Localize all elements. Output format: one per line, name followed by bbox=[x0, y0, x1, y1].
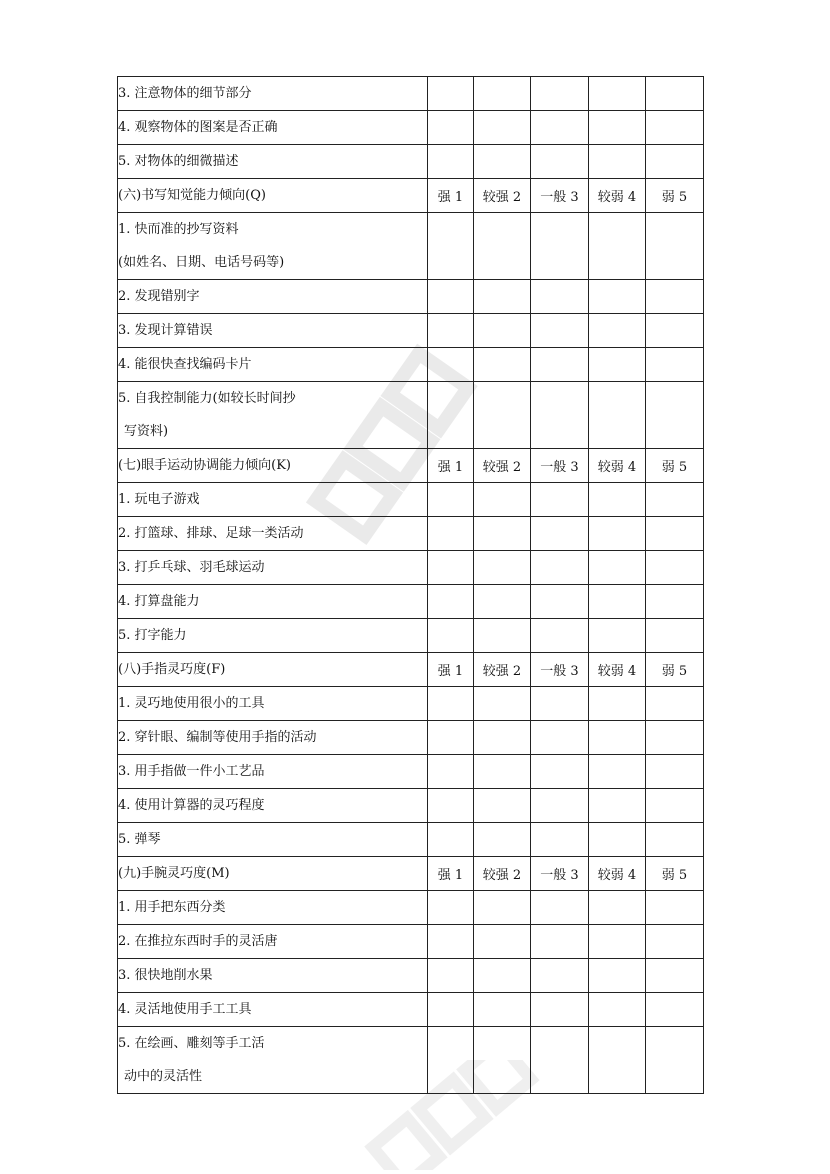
rating-header-cell: 较强 2 bbox=[474, 857, 531, 891]
rating-header-cell: 较强 2 bbox=[474, 179, 531, 213]
table-row bbox=[118, 823, 704, 857]
item-label-cell bbox=[118, 687, 428, 721]
rating-cell[interactable] bbox=[589, 517, 646, 551]
section-title: (九)手腕灵巧度(M) bbox=[118, 866, 230, 881]
rating-cell[interactable] bbox=[474, 619, 531, 653]
section-title: (八)手指灵巧度(F) bbox=[118, 662, 226, 677]
rating-cell[interactable] bbox=[589, 721, 646, 755]
rating-cell[interactable] bbox=[474, 348, 531, 382]
rating-cell[interactable] bbox=[428, 619, 474, 653]
item-label: 3. 注意物体的细节部分 bbox=[118, 86, 252, 101]
item-label: 写资料) bbox=[124, 424, 169, 439]
item-label-cell bbox=[118, 789, 428, 823]
table-row bbox=[118, 382, 704, 449]
rating-cell[interactable] bbox=[589, 687, 646, 721]
rating-cell[interactable] bbox=[474, 77, 531, 111]
rating-header-cell: 较弱 4 bbox=[589, 857, 646, 891]
rating-cell[interactable] bbox=[646, 993, 704, 1027]
item-label-cell bbox=[118, 721, 428, 755]
rating-cell[interactable] bbox=[531, 721, 589, 755]
rating-cell[interactable] bbox=[531, 1027, 589, 1094]
rating-cell[interactable] bbox=[531, 348, 589, 382]
item-label-cell bbox=[118, 585, 428, 619]
rating-cell[interactable] bbox=[474, 755, 531, 789]
rating-cell[interactable] bbox=[474, 145, 531, 179]
item-label: 3. 打乒乓球、羽毛球运动 bbox=[118, 560, 265, 575]
item-label-cell bbox=[118, 993, 428, 1027]
table-row bbox=[118, 348, 704, 382]
rating-cell[interactable] bbox=[428, 483, 474, 517]
rating-cell[interactable] bbox=[646, 1027, 704, 1094]
table-row bbox=[118, 585, 704, 619]
rating-cell[interactable] bbox=[646, 891, 704, 925]
item-label: 4. 观察物体的图案是否正确 bbox=[118, 120, 278, 135]
rating-cell[interactable] bbox=[531, 823, 589, 857]
rating-cell[interactable] bbox=[531, 551, 589, 585]
item-label: 5. 打字能力 bbox=[118, 628, 187, 643]
rating-cell[interactable] bbox=[474, 959, 531, 993]
item-label: 3. 发现计算错误 bbox=[118, 323, 213, 338]
item-label: (如姓名、日期、电话号码等) bbox=[118, 255, 285, 270]
rating-header-cell: 一般 3 bbox=[531, 179, 589, 213]
table-row bbox=[118, 483, 704, 517]
table-row bbox=[118, 619, 704, 653]
rating-cell[interactable] bbox=[531, 314, 589, 348]
rating-cell[interactable] bbox=[531, 585, 589, 619]
table-row bbox=[118, 891, 704, 925]
rating-cell[interactable] bbox=[646, 925, 704, 959]
rating-cell[interactable] bbox=[474, 483, 531, 517]
rating-cell[interactable] bbox=[474, 382, 531, 449]
aptitude-survey-table bbox=[117, 76, 704, 1094]
item-label-cell bbox=[118, 111, 428, 145]
item-label-cell bbox=[118, 551, 428, 585]
rating-cell[interactable] bbox=[428, 755, 474, 789]
rating-cell[interactable] bbox=[646, 517, 704, 551]
rating-cell[interactable] bbox=[531, 517, 589, 551]
rating-header-cell: 弱 5 bbox=[646, 653, 704, 687]
table-body bbox=[118, 77, 704, 1094]
item-label-cell bbox=[118, 959, 428, 993]
item-label: 4. 使用计算器的灵巧程度 bbox=[118, 798, 265, 813]
item-label: 4. 打算盘能力 bbox=[118, 594, 200, 609]
rating-cell[interactable] bbox=[474, 517, 531, 551]
rating-cell[interactable] bbox=[589, 348, 646, 382]
item-label-cell bbox=[118, 348, 428, 382]
table-row bbox=[118, 993, 704, 1027]
section-title-cell bbox=[118, 179, 428, 213]
rating-cell[interactable] bbox=[474, 891, 531, 925]
rating-cell[interactable] bbox=[646, 823, 704, 857]
rating-cell[interactable] bbox=[589, 77, 646, 111]
table-row bbox=[118, 517, 704, 551]
rating-cell[interactable] bbox=[646, 619, 704, 653]
rating-cell[interactable] bbox=[646, 77, 704, 111]
rating-cell[interactable] bbox=[428, 993, 474, 1027]
item-label-cell bbox=[118, 483, 428, 517]
table-row bbox=[118, 959, 704, 993]
rating-header-cell: 较弱 4 bbox=[589, 179, 646, 213]
rating-cell[interactable] bbox=[646, 585, 704, 619]
section-title: (七)眼手运动协调能力倾向(K) bbox=[118, 458, 291, 473]
item-label: 3. 用手指做一件小工艺品 bbox=[118, 764, 265, 779]
rating-cell[interactable] bbox=[428, 280, 474, 314]
rating-cell[interactable] bbox=[531, 483, 589, 517]
rating-cell[interactable] bbox=[589, 382, 646, 449]
rating-cell[interactable] bbox=[474, 721, 531, 755]
rating-cell[interactable] bbox=[646, 280, 704, 314]
item-label: 动中的灵活性 bbox=[124, 1069, 203, 1084]
item-label-cell bbox=[118, 145, 428, 179]
item-label: 5. 弹琴 bbox=[118, 832, 161, 847]
rating-cell[interactable] bbox=[589, 483, 646, 517]
item-label: 4. 灵活地使用手工工具 bbox=[118, 1002, 252, 1017]
rating-header-cell: 弱 5 bbox=[646, 449, 704, 483]
rating-cell[interactable] bbox=[428, 585, 474, 619]
rating-cell[interactable] bbox=[589, 789, 646, 823]
rating-header-cell: 一般 3 bbox=[531, 653, 589, 687]
rating-cell[interactable] bbox=[646, 721, 704, 755]
section-title-cell bbox=[118, 449, 428, 483]
rating-cell[interactable] bbox=[646, 213, 704, 280]
rating-cell[interactable] bbox=[646, 111, 704, 145]
rating-cell[interactable] bbox=[589, 145, 646, 179]
rating-cell[interactable] bbox=[589, 823, 646, 857]
section-header-row bbox=[118, 857, 704, 891]
item-label-cell bbox=[118, 382, 428, 449]
rating-cell[interactable] bbox=[646, 314, 704, 348]
rating-cell[interactable] bbox=[646, 959, 704, 993]
item-label-cell bbox=[118, 891, 428, 925]
item-label: 5. 在绘画、雕刻等手工活 bbox=[118, 1036, 265, 1051]
table-row bbox=[118, 789, 704, 823]
item-label: 1. 灵巧地使用很小的工具 bbox=[118, 696, 265, 711]
rating-cell[interactable] bbox=[428, 789, 474, 823]
rating-cell[interactable] bbox=[428, 77, 474, 111]
section-title: (六)书写知觉能力倾向(Q) bbox=[118, 188, 266, 203]
rating-header-cell: 弱 5 bbox=[646, 857, 704, 891]
rating-cell[interactable] bbox=[589, 925, 646, 959]
rating-cell[interactable] bbox=[531, 213, 589, 280]
table-row bbox=[118, 925, 704, 959]
rating-cell[interactable] bbox=[428, 348, 474, 382]
rating-cell[interactable] bbox=[531, 925, 589, 959]
rating-cell[interactable] bbox=[646, 348, 704, 382]
item-label: 1. 玩电子游戏 bbox=[118, 492, 200, 507]
rating-cell[interactable] bbox=[474, 993, 531, 1027]
rating-cell[interactable] bbox=[474, 314, 531, 348]
rating-cell[interactable] bbox=[428, 111, 474, 145]
rating-cell[interactable] bbox=[531, 145, 589, 179]
rating-cell[interactable] bbox=[474, 111, 531, 145]
section-title-cell bbox=[118, 653, 428, 687]
rating-cell[interactable] bbox=[531, 687, 589, 721]
rating-cell[interactable] bbox=[646, 755, 704, 789]
rating-cell[interactable] bbox=[428, 721, 474, 755]
rating-cell[interactable] bbox=[646, 483, 704, 517]
rating-cell[interactable] bbox=[428, 687, 474, 721]
table-row bbox=[118, 551, 704, 585]
rating-cell[interactable] bbox=[474, 1027, 531, 1094]
table-row bbox=[118, 145, 704, 179]
rating-header-cell: 强 1 bbox=[428, 653, 474, 687]
rating-cell[interactable] bbox=[428, 959, 474, 993]
rating-cell[interactable] bbox=[589, 111, 646, 145]
rating-cell[interactable] bbox=[531, 619, 589, 653]
item-label-cell bbox=[118, 925, 428, 959]
rating-cell[interactable] bbox=[589, 1027, 646, 1094]
rating-header-cell: 弱 5 bbox=[646, 179, 704, 213]
rating-header-cell: 一般 3 bbox=[531, 857, 589, 891]
rating-cell[interactable] bbox=[531, 111, 589, 145]
rating-cell[interactable] bbox=[531, 993, 589, 1027]
rating-cell[interactable] bbox=[428, 517, 474, 551]
section-header-row bbox=[118, 449, 704, 483]
item-label-cell bbox=[118, 77, 428, 111]
rating-cell[interactable] bbox=[646, 789, 704, 823]
item-label: 1. 快而准的抄写资料 bbox=[118, 222, 239, 237]
item-label: 4. 能很快查找编码卡片 bbox=[118, 357, 252, 372]
rating-cell[interactable] bbox=[474, 585, 531, 619]
item-label-cell bbox=[118, 823, 428, 857]
rating-cell[interactable] bbox=[531, 755, 589, 789]
rating-cell[interactable] bbox=[428, 1027, 474, 1094]
table-row bbox=[118, 77, 704, 111]
rating-cell[interactable] bbox=[474, 789, 531, 823]
rating-cell[interactable] bbox=[474, 925, 531, 959]
rating-cell[interactable] bbox=[646, 382, 704, 449]
rating-header-cell: 较弱 4 bbox=[589, 653, 646, 687]
item-label-cell bbox=[118, 619, 428, 653]
rating-header-cell: 一般 3 bbox=[531, 449, 589, 483]
rating-cell[interactable] bbox=[646, 687, 704, 721]
section-header-row bbox=[118, 179, 704, 213]
item-label-cell bbox=[118, 280, 428, 314]
rating-header-cell: 较弱 4 bbox=[589, 449, 646, 483]
rating-cell[interactable] bbox=[589, 959, 646, 993]
item-label-cell bbox=[118, 314, 428, 348]
rating-cell[interactable] bbox=[531, 77, 589, 111]
rating-cell[interactable] bbox=[428, 551, 474, 585]
rating-cell[interactable] bbox=[531, 382, 589, 449]
rating-cell[interactable] bbox=[474, 687, 531, 721]
rating-cell[interactable] bbox=[531, 891, 589, 925]
table-row bbox=[118, 111, 704, 145]
rating-header-cell: 强 1 bbox=[428, 449, 474, 483]
rating-cell[interactable] bbox=[589, 891, 646, 925]
rating-cell[interactable] bbox=[428, 213, 474, 280]
rating-cell[interactable] bbox=[428, 145, 474, 179]
rating-cell[interactable] bbox=[589, 993, 646, 1027]
rating-cell[interactable] bbox=[428, 823, 474, 857]
item-label: 2. 发现错别字 bbox=[118, 289, 200, 304]
item-label-cell bbox=[118, 213, 428, 280]
table-row bbox=[118, 213, 704, 280]
rating-cell[interactable] bbox=[589, 755, 646, 789]
table-row bbox=[118, 314, 704, 348]
rating-cell[interactable] bbox=[589, 213, 646, 280]
rating-cell[interactable] bbox=[646, 145, 704, 179]
rating-cell[interactable] bbox=[531, 959, 589, 993]
item-label-cell bbox=[118, 1027, 428, 1094]
rating-cell[interactable] bbox=[474, 213, 531, 280]
table-row bbox=[118, 721, 704, 755]
rating-cell[interactable] bbox=[428, 891, 474, 925]
rating-cell[interactable] bbox=[646, 551, 704, 585]
rating-cell[interactable] bbox=[428, 925, 474, 959]
rating-cell[interactable] bbox=[428, 382, 474, 449]
item-label: 2. 穿针眼、编制等使用手指的活动 bbox=[118, 730, 317, 745]
rating-cell[interactable] bbox=[589, 314, 646, 348]
item-label: 2. 打篮球、排球、足球一类活动 bbox=[118, 526, 304, 541]
item-label: 5. 对物体的细微描述 bbox=[118, 154, 239, 169]
rating-header-cell: 较强 2 bbox=[474, 653, 531, 687]
table-row bbox=[118, 687, 704, 721]
rating-cell[interactable] bbox=[589, 280, 646, 314]
rating-cell[interactable] bbox=[474, 280, 531, 314]
item-label-cell bbox=[118, 755, 428, 789]
rating-cell[interactable] bbox=[531, 789, 589, 823]
rating-cell[interactable] bbox=[531, 280, 589, 314]
rating-header-cell: 强 1 bbox=[428, 179, 474, 213]
rating-cell[interactable] bbox=[474, 551, 531, 585]
table-row bbox=[118, 755, 704, 789]
item-label: 5. 自我控制能力(如较长时间抄 bbox=[118, 391, 296, 406]
item-label: 1. 用手把东西分类 bbox=[118, 900, 226, 915]
rating-cell[interactable] bbox=[428, 314, 474, 348]
rating-header-cell: 较强 2 bbox=[474, 449, 531, 483]
section-title-cell bbox=[118, 857, 428, 891]
table-row bbox=[118, 1027, 704, 1094]
rating-cell[interactable] bbox=[474, 823, 531, 857]
section-header-row bbox=[118, 653, 704, 687]
rating-cell[interactable] bbox=[589, 585, 646, 619]
item-label: 2. 在推拉东西时手的灵活唐 bbox=[118, 934, 278, 949]
rating-cell[interactable] bbox=[589, 619, 646, 653]
rating-header-cell: 强 1 bbox=[428, 857, 474, 891]
item-label-cell bbox=[118, 517, 428, 551]
table-row bbox=[118, 280, 704, 314]
item-label: 3. 很快地削水果 bbox=[118, 968, 213, 983]
rating-cell[interactable] bbox=[589, 551, 646, 585]
